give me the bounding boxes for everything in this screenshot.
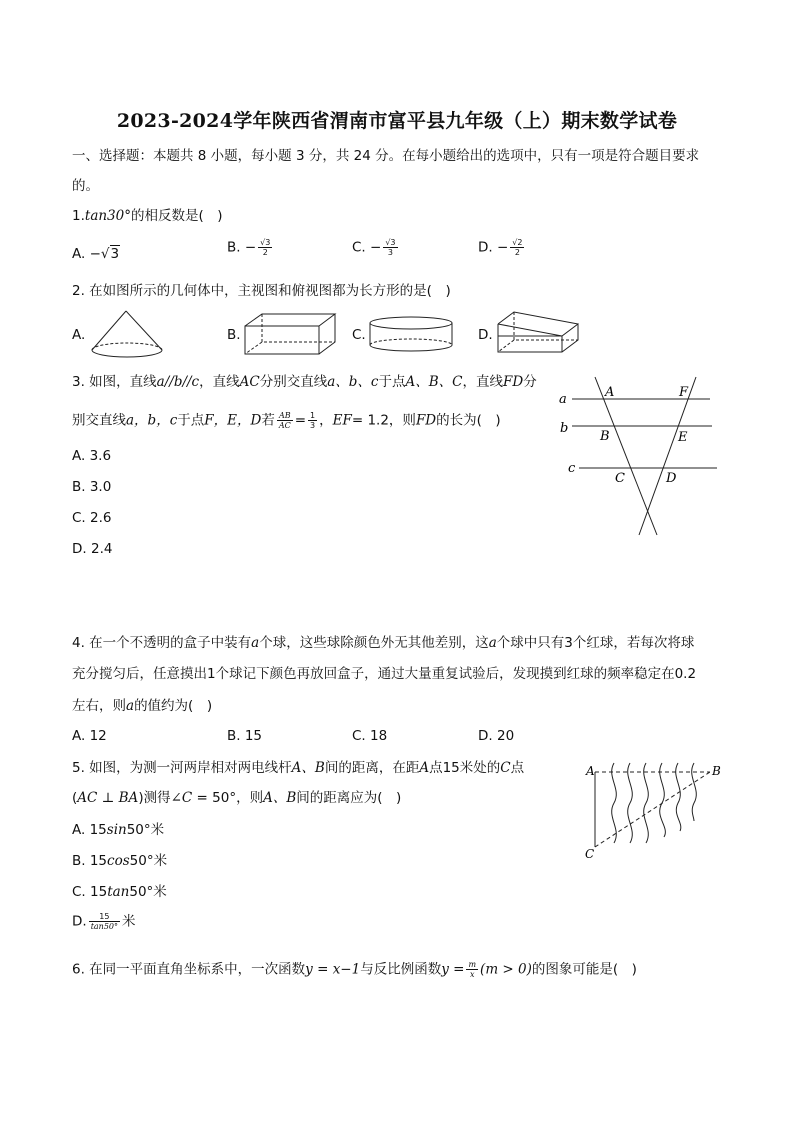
parallel-lines-figure [555, 372, 725, 538]
q5-stem-line2: (AC ⊥ BA)测得∠C = 50°，则A、B间的距离应为( ) [72, 790, 402, 806]
svg-text:F: F [679, 385, 689, 400]
svg-text:B: B [712, 764, 721, 778]
svg-text:C: C [615, 471, 625, 486]
svg-text:E: E [678, 430, 688, 445]
q5-option-a[interactable]: A. 15sin50°米 [72, 822, 165, 838]
q1-option-c[interactable]: C. − $\frac{√3}{3}$ [352, 238, 396, 257]
cylinder-figure [366, 314, 462, 358]
q1-option-b[interactable]: B. − $\frac{√3}{2}$ [227, 238, 271, 257]
q5-option-d[interactable]: D. $\frac{15}{\tan 50^\circ}$ 米 [72, 912, 136, 931]
river-figure [580, 755, 730, 865]
q4-stem-line2: 充分搅匀后，任意摸出1个球记下颜色再放回盒子，通过大量重复试验后，发现摸到红球的频率稳定在0.2 [72, 666, 697, 682]
q2-option-a[interactable]: A. [72, 327, 86, 343]
q5-option-c[interactable]: C. 15tan50°米 [72, 884, 167, 900]
q3-stem-line1: 3. 如图，直线a//b//c，直线AC分别交直线a、b、c于点A、B、C，直线FD分 [72, 374, 537, 390]
q4-option-a[interactable]: A. 12 [72, 728, 107, 744]
q2-option-d[interactable]: D. [478, 327, 493, 343]
q3-option-c[interactable]: C. 2.6 [72, 510, 112, 526]
q2-option-c[interactable]: C. [352, 327, 366, 343]
q1-option-a[interactable]: A. −√3 [72, 246, 120, 262]
q6-stem: 6. 在同一平面直角坐标系中，一次函数y = x−1与反比例函数y = $\frac{m}{x}$ (m > 0)的图象可能是( ) [72, 960, 637, 979]
prism-figure [492, 306, 592, 360]
cone-figure [86, 306, 176, 362]
q3-stem-line2: 别交直线a，b，c于点F，E，D若 $\frac{AB}{AC}$ = $\frac{1}{3}$ ，EF= 1.2，则FD的长为( ) [72, 411, 501, 430]
q3-option-a[interactable]: A. 3.6 [72, 448, 112, 464]
q1-stem: 1.tan30°的相反数是( ) [72, 208, 223, 224]
page-title: 2023-2024学年陕西省渭南市富平县九年级（上）期末数学试卷 [116, 110, 678, 132]
section-heading-cont: 的。 [72, 178, 99, 194]
svg-text:a: a [559, 392, 567, 407]
svg-text:c: c [568, 461, 576, 476]
svg-text:D: D [666, 471, 677, 486]
svg-text:C: C [585, 847, 595, 861]
q4-stem-line1: 4. 在一个不透明的盒子中装有a个球，这些球除颜色外无其他差别，这a个球中只有3个红球，若每次将球 [72, 635, 695, 651]
svg-text:A: A [605, 385, 615, 400]
q3-option-b[interactable]: B. 3.0 [72, 479, 112, 495]
q5-option-b[interactable]: B. 15cos50°米 [72, 853, 168, 869]
q2-option-b[interactable]: B. [227, 327, 241, 343]
q4-option-c[interactable]: C. 18 [352, 728, 388, 744]
svg-text:A: A [586, 764, 595, 778]
q4-stem-line3: 左右，则a的值约为( ) [72, 698, 213, 714]
q3-option-d[interactable]: D. 2.4 [72, 541, 113, 557]
q2-stem: 2. 在如图所示的几何体中，主视图和俯视图都为长方形的是( ) [72, 283, 451, 299]
svg-text:B: B [600, 429, 610, 444]
cuboid-figure [242, 310, 342, 360]
q4-option-b[interactable]: B. 15 [227, 728, 263, 744]
section-heading: 一、选择题：本题共 8 小题，每小题 3 分，共 24 分。在每小题给出的选项中，只有一项是符合题目要求 [72, 148, 700, 164]
q5-stem-line1: 5. 如图，为测一河两岸相对两电线杆A、B间的距离，在距A点15米处的C点 [72, 760, 525, 776]
svg-text:b: b [560, 421, 569, 436]
q1-option-d[interactable]: D. − $\frac{√2}{2}$ [478, 238, 523, 257]
q4-option-d[interactable]: D. 20 [478, 728, 515, 744]
